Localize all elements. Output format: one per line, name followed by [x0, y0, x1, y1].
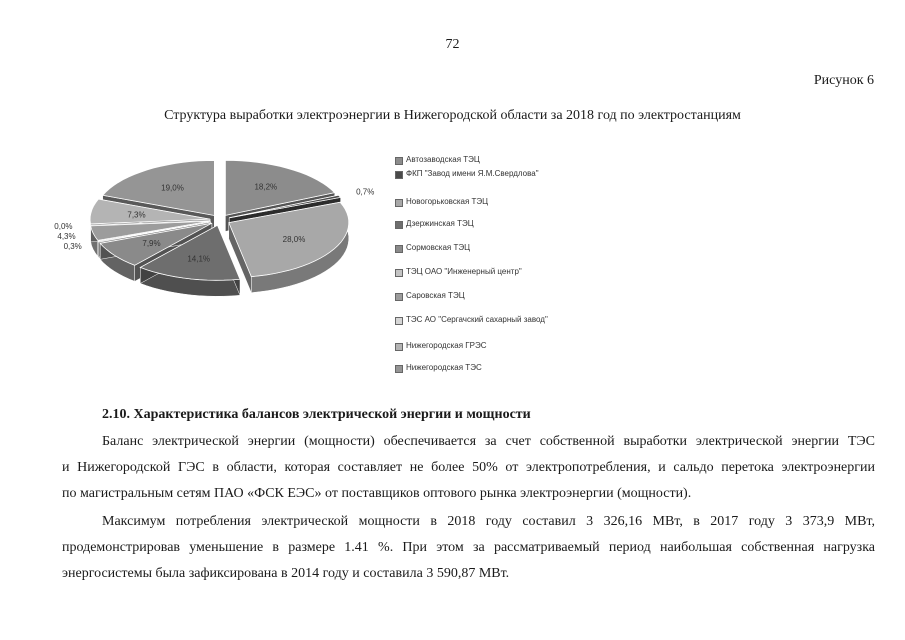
pie-data-label: 0,0%	[54, 222, 73, 232]
paragraph-maximum	[62, 509, 875, 587]
legend-swatch	[395, 365, 403, 373]
legend-swatch	[395, 317, 403, 325]
page-number: 72	[445, 37, 460, 52]
figure-label: Рисунок 6	[813, 73, 874, 88]
pie-chart	[54, 140, 548, 372]
section-heading: 2.10. Характеристика балансов электрической энергии и мощности	[102, 407, 531, 422]
legend-item	[395, 315, 556, 325]
legend-item	[395, 155, 556, 165]
legend-swatch	[395, 245, 403, 253]
pie-data-label: 19,0%	[161, 183, 184, 193]
legend-swatch	[395, 269, 403, 277]
legend-swatch	[395, 157, 403, 165]
pie-data-label: 28,0%	[282, 235, 306, 244]
legend-item	[395, 169, 556, 179]
legend-swatch	[395, 343, 403, 351]
legend-label: Автозаводская ТЭЦ	[406, 155, 480, 164]
legend-item	[395, 243, 556, 253]
legend-item	[395, 291, 556, 301]
legend-item	[395, 197, 556, 207]
legend-label: ТЭС АО "Сергачский сахарный завод"	[406, 315, 548, 324]
paragraph-line: и Нижегородской ГЭС в области, которая составляет не более 50% от электропотребления, и сальдо перетока электроэнергии	[62, 460, 875, 475]
legend-label: ТЭЦ ОАО "Инженерный центр"	[406, 267, 522, 276]
pie-data-label: 0,7%	[356, 187, 375, 197]
legend-label: Новогорьковская ТЭЦ	[406, 197, 489, 206]
pie-data-label: 14,1%	[187, 254, 211, 264]
paragraph-line: по магистральным сетям ПАО «ФСК ЕЭС» от поставщиков оптового рынка электроэнергии (мощности).	[62, 486, 692, 501]
legend-label: Саровская ТЭЦ	[406, 291, 465, 300]
paragraph-line: Баланс электрической энергии (мощности) обеспечивается за счет собственной выработки электрической энергии ТЭС	[102, 434, 875, 449]
pie-chart-svg	[54, 140, 380, 310]
pie-data-label: 0,3%	[63, 241, 82, 251]
paragraph-line: продемонстрировав уменьшение в размере 1.41 %. При этом за рассматриваемый период наибольшая собственная нагрузка	[62, 540, 875, 555]
legend-swatch	[395, 221, 403, 229]
paragraph-balance	[62, 429, 875, 507]
legend-label: Сормовская ТЭЦ	[406, 243, 471, 252]
paragraph-line: энергосистемы была зафиксирована в 2014 году и составила 3 590,87 МВт.	[62, 566, 510, 581]
legend-swatch	[395, 199, 403, 207]
paragraph-line: Максимум потребления электрической мощности в 2018 году составил 3 326,16 МВт, в 2017 году 3 373,9 МВт,	[102, 514, 875, 529]
legend-swatch	[395, 171, 403, 179]
legend-item	[395, 363, 556, 373]
legend-item	[395, 341, 556, 351]
pie-data-label: 4,3%	[57, 231, 76, 241]
legend-label: Нижегородская ТЭС	[406, 363, 482, 372]
pie-data-label: 18,2%	[254, 182, 278, 192]
pie-data-label: 7,9%	[142, 239, 161, 249]
legend-item	[395, 219, 556, 229]
legend-label: Дзержинская ТЭЦ	[406, 219, 474, 228]
legend-label: ФКП "Завод имени Я.М.Свердлова"	[406, 169, 539, 178]
legend-swatch	[395, 293, 403, 301]
figure-title: Структура выработки электроэнергии в Нижегородской области за 2018 год по электростанциям	[164, 108, 741, 123]
legend-label: Нижегородская ГРЭС	[406, 341, 487, 350]
legend-item	[395, 267, 556, 277]
pie-data-label: 7,3%	[127, 210, 146, 220]
